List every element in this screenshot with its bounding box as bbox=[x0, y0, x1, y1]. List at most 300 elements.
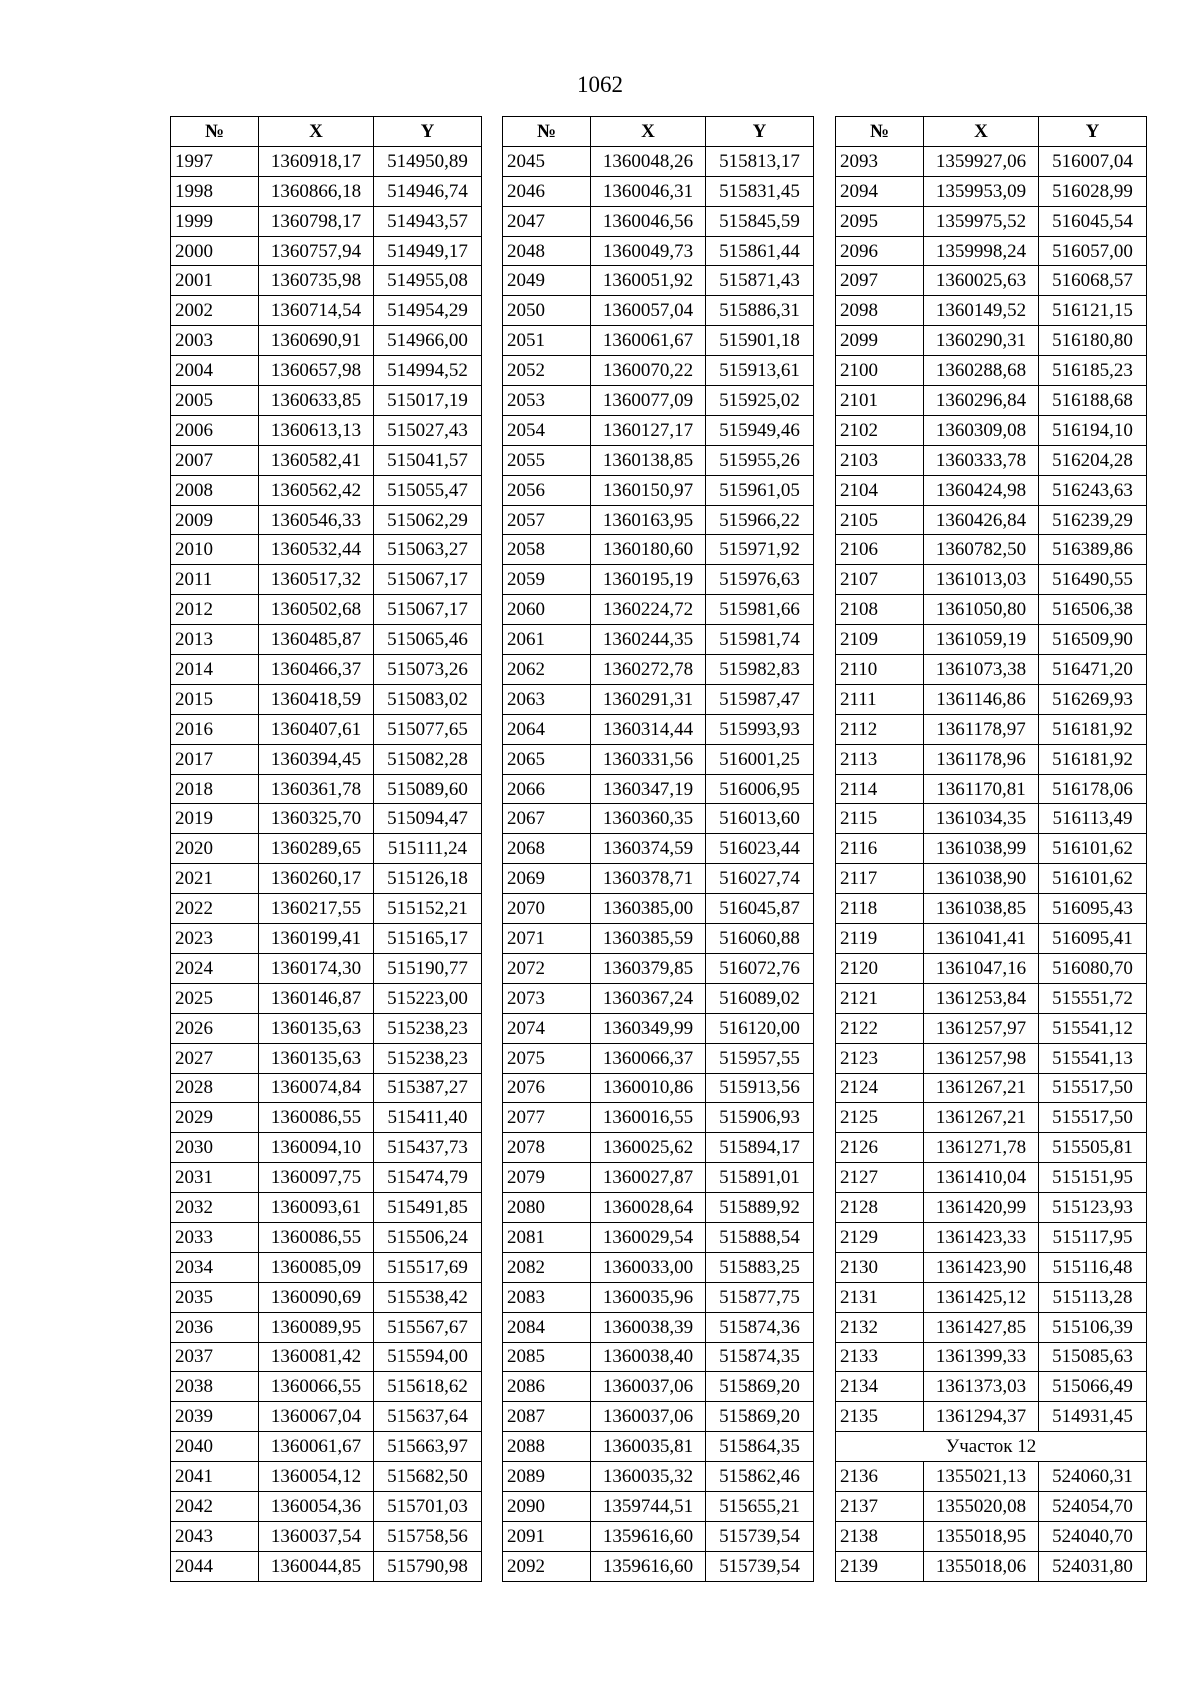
y-coordinate: 515906,93 bbox=[706, 1103, 814, 1133]
x-coordinate: 1360394,45 bbox=[259, 744, 374, 774]
table-row bbox=[836, 953, 1147, 983]
table-row bbox=[171, 535, 482, 565]
x-coordinate: 1361253,84 bbox=[924, 983, 1039, 1013]
x-coordinate: 1359616,60 bbox=[591, 1551, 706, 1581]
y-coordinate: 514950,89 bbox=[374, 146, 482, 176]
point-number: 2001 bbox=[171, 266, 259, 296]
y-coordinate: 516471,20 bbox=[1039, 655, 1147, 685]
table-row bbox=[503, 1312, 814, 1342]
x-coordinate: 1361425,12 bbox=[924, 1282, 1039, 1312]
point-number: 2104 bbox=[836, 475, 924, 505]
x-coordinate: 1360028,64 bbox=[591, 1193, 706, 1223]
x-coordinate: 1360090,69 bbox=[259, 1282, 374, 1312]
point-number: 2060 bbox=[503, 595, 591, 625]
point-number: 2122 bbox=[836, 1013, 924, 1043]
y-coordinate: 515151,95 bbox=[1039, 1163, 1147, 1193]
table-row bbox=[503, 1103, 814, 1133]
y-coordinate: 514949,17 bbox=[374, 236, 482, 266]
y-coordinate: 515987,47 bbox=[706, 684, 814, 714]
table-row bbox=[171, 1551, 482, 1581]
y-coordinate: 515871,43 bbox=[706, 266, 814, 296]
point-number: 2008 bbox=[171, 475, 259, 505]
x-coordinate: 1359744,51 bbox=[591, 1491, 706, 1521]
x-coordinate: 1360010,86 bbox=[591, 1073, 706, 1103]
point-number: 2124 bbox=[836, 1073, 924, 1103]
table-row bbox=[171, 1402, 482, 1432]
x-coordinate: 1360517,32 bbox=[259, 565, 374, 595]
point-number: 2139 bbox=[836, 1551, 924, 1581]
y-coordinate: 516490,55 bbox=[1039, 565, 1147, 595]
x-coordinate: 1360051,92 bbox=[591, 266, 706, 296]
y-coordinate: 515123,93 bbox=[1039, 1193, 1147, 1223]
point-number: 2006 bbox=[171, 415, 259, 445]
x-coordinate: 1360037,06 bbox=[591, 1372, 706, 1402]
x-coordinate: 1360735,98 bbox=[259, 266, 374, 296]
y-coordinate: 515739,54 bbox=[706, 1521, 814, 1551]
y-coordinate: 514946,74 bbox=[374, 176, 482, 206]
x-coordinate: 1360054,12 bbox=[259, 1462, 374, 1492]
point-number: 2129 bbox=[836, 1222, 924, 1252]
y-coordinate: 516089,02 bbox=[706, 983, 814, 1013]
x-coordinate: 1360407,61 bbox=[259, 714, 374, 744]
point-number: 2116 bbox=[836, 834, 924, 864]
point-number: 2030 bbox=[171, 1133, 259, 1163]
point-number: 2131 bbox=[836, 1282, 924, 1312]
y-coordinate: 515387,27 bbox=[374, 1073, 482, 1103]
x-coordinate: 1361178,97 bbox=[924, 714, 1039, 744]
y-coordinate: 516072,76 bbox=[706, 953, 814, 983]
x-coordinate: 1360244,35 bbox=[591, 625, 706, 655]
y-coordinate: 515116,48 bbox=[1039, 1252, 1147, 1282]
point-number: 2097 bbox=[836, 266, 924, 296]
y-coordinate: 515152,21 bbox=[374, 894, 482, 924]
table-row bbox=[171, 684, 482, 714]
table-row bbox=[836, 1402, 1147, 1432]
x-coordinate: 1360757,94 bbox=[259, 236, 374, 266]
x-coordinate: 1361050,80 bbox=[924, 595, 1039, 625]
table-row bbox=[171, 146, 482, 176]
table-row bbox=[503, 953, 814, 983]
table-row bbox=[503, 1521, 814, 1551]
point-number: 2034 bbox=[171, 1252, 259, 1282]
y-coordinate: 515966,22 bbox=[706, 505, 814, 535]
header-y: Y bbox=[374, 117, 482, 147]
y-coordinate: 514966,00 bbox=[374, 326, 482, 356]
point-number: 2023 bbox=[171, 924, 259, 954]
y-coordinate: 515971,92 bbox=[706, 535, 814, 565]
point-number: 2117 bbox=[836, 864, 924, 894]
header-y: Y bbox=[1039, 117, 1147, 147]
table-row bbox=[836, 535, 1147, 565]
point-number: 2026 bbox=[171, 1013, 259, 1043]
x-coordinate: 1361013,03 bbox=[924, 565, 1039, 595]
y-coordinate: 515066,49 bbox=[1039, 1372, 1147, 1402]
point-number: 2032 bbox=[171, 1193, 259, 1223]
table-row bbox=[503, 475, 814, 505]
point-number: 2002 bbox=[171, 296, 259, 326]
point-number: 2051 bbox=[503, 326, 591, 356]
y-coordinate: 515085,63 bbox=[1039, 1342, 1147, 1372]
point-number: 2039 bbox=[171, 1402, 259, 1432]
point-number: 2048 bbox=[503, 236, 591, 266]
section-row bbox=[836, 1432, 1147, 1462]
table-row bbox=[503, 625, 814, 655]
y-coordinate: 516204,28 bbox=[1039, 445, 1147, 475]
y-coordinate: 515027,43 bbox=[374, 415, 482, 445]
header-y: Y bbox=[706, 117, 814, 147]
y-coordinate: 515506,24 bbox=[374, 1222, 482, 1252]
point-number: 2005 bbox=[171, 386, 259, 416]
x-coordinate: 1361420,99 bbox=[924, 1193, 1039, 1223]
y-coordinate: 515861,44 bbox=[706, 236, 814, 266]
y-coordinate: 516509,90 bbox=[1039, 625, 1147, 655]
y-coordinate: 515655,21 bbox=[706, 1491, 814, 1521]
y-coordinate: 515913,61 bbox=[706, 356, 814, 386]
table-row bbox=[503, 146, 814, 176]
x-coordinate: 1360866,18 bbox=[259, 176, 374, 206]
x-coordinate: 1360135,63 bbox=[259, 1013, 374, 1043]
y-coordinate: 516185,23 bbox=[1039, 356, 1147, 386]
y-coordinate: 516506,38 bbox=[1039, 595, 1147, 625]
table-row bbox=[836, 1013, 1147, 1043]
y-coordinate: 515411,40 bbox=[374, 1103, 482, 1133]
table-row bbox=[171, 1133, 482, 1163]
y-coordinate: 516007,04 bbox=[1039, 146, 1147, 176]
y-coordinate: 515190,77 bbox=[374, 953, 482, 983]
point-number: 2063 bbox=[503, 684, 591, 714]
table-row bbox=[836, 595, 1147, 625]
y-coordinate: 516095,43 bbox=[1039, 894, 1147, 924]
y-coordinate: 515505,81 bbox=[1039, 1133, 1147, 1163]
point-number: 1997 bbox=[171, 146, 259, 176]
y-coordinate: 515961,05 bbox=[706, 475, 814, 505]
x-coordinate: 1360070,22 bbox=[591, 356, 706, 386]
x-coordinate: 1361257,97 bbox=[924, 1013, 1039, 1043]
point-number: 2130 bbox=[836, 1252, 924, 1282]
y-coordinate: 515062,29 bbox=[374, 505, 482, 535]
x-coordinate: 1360150,97 bbox=[591, 475, 706, 505]
y-coordinate: 515981,66 bbox=[706, 595, 814, 625]
y-coordinate: 516389,86 bbox=[1039, 535, 1147, 565]
point-number: 2094 bbox=[836, 176, 924, 206]
table-row bbox=[171, 1043, 482, 1073]
x-coordinate: 1360061,67 bbox=[259, 1432, 374, 1462]
x-coordinate: 1361271,78 bbox=[924, 1133, 1039, 1163]
table-row bbox=[171, 655, 482, 685]
table-row bbox=[503, 1462, 814, 1492]
table-row bbox=[503, 864, 814, 894]
point-number: 2070 bbox=[503, 894, 591, 924]
table-row bbox=[171, 475, 482, 505]
y-coordinate: 515913,56 bbox=[706, 1073, 814, 1103]
x-coordinate: 1360057,04 bbox=[591, 296, 706, 326]
table-row bbox=[836, 834, 1147, 864]
y-coordinate: 515637,64 bbox=[374, 1402, 482, 1432]
table-row bbox=[171, 356, 482, 386]
x-coordinate: 1360066,55 bbox=[259, 1372, 374, 1402]
point-number: 2121 bbox=[836, 983, 924, 1013]
y-coordinate: 515065,46 bbox=[374, 625, 482, 655]
x-coordinate: 1360027,87 bbox=[591, 1163, 706, 1193]
x-coordinate: 1360054,36 bbox=[259, 1491, 374, 1521]
y-coordinate: 515517,50 bbox=[1039, 1103, 1147, 1133]
x-coordinate: 1360426,84 bbox=[924, 505, 1039, 535]
table-row bbox=[836, 296, 1147, 326]
point-number: 2107 bbox=[836, 565, 924, 595]
table-row bbox=[503, 804, 814, 834]
y-coordinate: 515126,18 bbox=[374, 864, 482, 894]
table-row bbox=[171, 1372, 482, 1402]
y-coordinate: 516188,68 bbox=[1039, 386, 1147, 416]
x-coordinate: 1360025,63 bbox=[924, 266, 1039, 296]
table-row bbox=[836, 1491, 1147, 1521]
table-row bbox=[836, 1133, 1147, 1163]
y-coordinate: 515864,35 bbox=[706, 1432, 814, 1462]
point-number: 2017 bbox=[171, 744, 259, 774]
table-row bbox=[503, 595, 814, 625]
table-row bbox=[503, 266, 814, 296]
x-coordinate: 1360146,87 bbox=[259, 983, 374, 1013]
x-coordinate: 1360385,00 bbox=[591, 894, 706, 924]
point-number: 2083 bbox=[503, 1282, 591, 1312]
point-number: 2018 bbox=[171, 774, 259, 804]
point-number: 2114 bbox=[836, 774, 924, 804]
point-number: 2135 bbox=[836, 1402, 924, 1432]
x-coordinate: 1360016,55 bbox=[591, 1103, 706, 1133]
x-coordinate: 1360378,71 bbox=[591, 864, 706, 894]
point-number: 2041 bbox=[171, 1462, 259, 1492]
x-coordinate: 1361146,86 bbox=[924, 684, 1039, 714]
table-row bbox=[503, 236, 814, 266]
y-coordinate: 516027,74 bbox=[706, 864, 814, 894]
x-coordinate: 1361427,85 bbox=[924, 1312, 1039, 1342]
point-number: 2027 bbox=[171, 1043, 259, 1073]
table-row bbox=[503, 1252, 814, 1282]
point-number: 2043 bbox=[171, 1521, 259, 1551]
table-row bbox=[171, 1073, 482, 1103]
point-number: 2106 bbox=[836, 535, 924, 565]
table-row bbox=[836, 864, 1147, 894]
point-number: 2113 bbox=[836, 744, 924, 774]
table-row bbox=[171, 953, 482, 983]
table-row bbox=[171, 1491, 482, 1521]
table-row bbox=[836, 565, 1147, 595]
table-row bbox=[503, 326, 814, 356]
y-coordinate: 515993,93 bbox=[706, 714, 814, 744]
y-coordinate: 515238,23 bbox=[374, 1013, 482, 1043]
y-coordinate: 515541,12 bbox=[1039, 1013, 1147, 1043]
x-coordinate: 1360180,60 bbox=[591, 535, 706, 565]
table-row bbox=[171, 445, 482, 475]
point-number: 2036 bbox=[171, 1312, 259, 1342]
point-number: 2065 bbox=[503, 744, 591, 774]
y-coordinate: 514994,52 bbox=[374, 356, 482, 386]
table-row bbox=[503, 894, 814, 924]
point-number: 2053 bbox=[503, 386, 591, 416]
x-coordinate: 1360260,17 bbox=[259, 864, 374, 894]
point-number: 2047 bbox=[503, 206, 591, 236]
table-row bbox=[836, 1462, 1147, 1492]
x-coordinate: 1361073,38 bbox=[924, 655, 1039, 685]
x-coordinate: 1360066,37 bbox=[591, 1043, 706, 1073]
y-coordinate: 516080,70 bbox=[1039, 953, 1147, 983]
x-coordinate: 1360135,63 bbox=[259, 1043, 374, 1073]
table-row bbox=[171, 1013, 482, 1043]
point-number: 2125 bbox=[836, 1103, 924, 1133]
table-row bbox=[836, 1193, 1147, 1223]
y-coordinate: 515949,46 bbox=[706, 415, 814, 445]
point-number: 2058 bbox=[503, 535, 591, 565]
point-number: 2087 bbox=[503, 1402, 591, 1432]
x-coordinate: 1360347,19 bbox=[591, 774, 706, 804]
point-number: 2020 bbox=[171, 834, 259, 864]
x-coordinate: 1360288,68 bbox=[924, 356, 1039, 386]
table-row bbox=[171, 744, 482, 774]
y-coordinate: 515901,18 bbox=[706, 326, 814, 356]
table-row bbox=[503, 924, 814, 954]
table-row bbox=[503, 834, 814, 864]
x-coordinate: 1360374,59 bbox=[591, 834, 706, 864]
point-number: 2076 bbox=[503, 1073, 591, 1103]
table-row bbox=[171, 1282, 482, 1312]
x-coordinate: 1360367,24 bbox=[591, 983, 706, 1013]
point-number: 2035 bbox=[171, 1282, 259, 1312]
x-coordinate: 1355020,08 bbox=[924, 1491, 1039, 1521]
table-row bbox=[836, 1551, 1147, 1581]
table-row bbox=[836, 1222, 1147, 1252]
table-row bbox=[836, 386, 1147, 416]
x-coordinate: 1360033,00 bbox=[591, 1252, 706, 1282]
y-coordinate: 515618,62 bbox=[374, 1372, 482, 1402]
x-coordinate: 1360418,59 bbox=[259, 684, 374, 714]
point-number: 2068 bbox=[503, 834, 591, 864]
x-coordinate: 1360361,78 bbox=[259, 774, 374, 804]
y-coordinate: 515862,46 bbox=[706, 1462, 814, 1492]
y-coordinate: 516068,57 bbox=[1039, 266, 1147, 296]
point-number: 2022 bbox=[171, 894, 259, 924]
table-row bbox=[836, 894, 1147, 924]
table-row bbox=[503, 415, 814, 445]
table-row bbox=[836, 924, 1147, 954]
point-number: 2028 bbox=[171, 1073, 259, 1103]
x-coordinate: 1361399,33 bbox=[924, 1342, 1039, 1372]
table-row bbox=[836, 326, 1147, 356]
x-coordinate: 1360097,75 bbox=[259, 1163, 374, 1193]
y-coordinate: 516095,41 bbox=[1039, 924, 1147, 954]
point-number: 2112 bbox=[836, 714, 924, 744]
point-number: 2057 bbox=[503, 505, 591, 535]
point-number: 2045 bbox=[503, 146, 591, 176]
point-number: 2136 bbox=[836, 1462, 924, 1492]
y-coordinate: 515888,54 bbox=[706, 1222, 814, 1252]
x-coordinate: 1355018,06 bbox=[924, 1551, 1039, 1581]
y-coordinate: 516045,87 bbox=[706, 894, 814, 924]
y-coordinate: 515874,36 bbox=[706, 1312, 814, 1342]
y-coordinate: 515017,19 bbox=[374, 386, 482, 416]
y-coordinate: 515925,02 bbox=[706, 386, 814, 416]
y-coordinate: 516181,92 bbox=[1039, 744, 1147, 774]
page-number: 1062 bbox=[577, 72, 623, 97]
point-number: 2044 bbox=[171, 1551, 259, 1581]
section-title: Участок 12 bbox=[836, 1432, 1147, 1462]
point-number: 2073 bbox=[503, 983, 591, 1013]
y-coordinate: 516243,63 bbox=[1039, 475, 1147, 505]
y-coordinate: 515041,57 bbox=[374, 445, 482, 475]
x-coordinate: 1360086,55 bbox=[259, 1103, 374, 1133]
point-number: 2012 bbox=[171, 595, 259, 625]
x-coordinate: 1360502,68 bbox=[259, 595, 374, 625]
y-coordinate: 515474,79 bbox=[374, 1163, 482, 1193]
point-number: 2075 bbox=[503, 1043, 591, 1073]
table-row bbox=[171, 834, 482, 864]
point-number: 2099 bbox=[836, 326, 924, 356]
table-row bbox=[171, 266, 482, 296]
table-row bbox=[836, 176, 1147, 206]
point-number: 2110 bbox=[836, 655, 924, 685]
table-row bbox=[503, 356, 814, 386]
point-number: 2118 bbox=[836, 894, 924, 924]
table-row bbox=[836, 475, 1147, 505]
x-coordinate: 1360163,95 bbox=[591, 505, 706, 535]
table-row bbox=[836, 266, 1147, 296]
x-coordinate: 1360690,91 bbox=[259, 326, 374, 356]
point-number: 2088 bbox=[503, 1432, 591, 1462]
point-number: 2015 bbox=[171, 684, 259, 714]
y-coordinate: 516006,95 bbox=[706, 774, 814, 804]
table-row bbox=[503, 1342, 814, 1372]
point-number: 2134 bbox=[836, 1372, 924, 1402]
y-coordinate: 515982,83 bbox=[706, 655, 814, 685]
point-number: 2009 bbox=[171, 505, 259, 535]
point-number: 2071 bbox=[503, 924, 591, 954]
point-number: 2016 bbox=[171, 714, 259, 744]
x-coordinate: 1360174,30 bbox=[259, 953, 374, 983]
header-number: № bbox=[836, 117, 924, 147]
point-number: 2100 bbox=[836, 356, 924, 386]
table-row bbox=[171, 1252, 482, 1282]
x-coordinate: 1361267,21 bbox=[924, 1103, 1039, 1133]
table-row bbox=[836, 1103, 1147, 1133]
table-row bbox=[171, 595, 482, 625]
x-coordinate: 1360296,84 bbox=[924, 386, 1039, 416]
point-number: 2042 bbox=[171, 1491, 259, 1521]
y-coordinate: 515889,92 bbox=[706, 1193, 814, 1223]
x-coordinate: 1360138,85 bbox=[591, 445, 706, 475]
table-row bbox=[503, 1222, 814, 1252]
y-coordinate: 515089,60 bbox=[374, 774, 482, 804]
table-row bbox=[836, 1043, 1147, 1073]
x-coordinate: 1360035,32 bbox=[591, 1462, 706, 1492]
point-number: 2031 bbox=[171, 1163, 259, 1193]
point-number: 2082 bbox=[503, 1252, 591, 1282]
table-row bbox=[836, 505, 1147, 535]
point-number: 2021 bbox=[171, 864, 259, 894]
y-coordinate: 515094,47 bbox=[374, 804, 482, 834]
x-coordinate: 1360532,44 bbox=[259, 535, 374, 565]
y-coordinate: 524040,70 bbox=[1039, 1521, 1147, 1551]
x-coordinate: 1360025,62 bbox=[591, 1133, 706, 1163]
table-row bbox=[503, 1163, 814, 1193]
table-row bbox=[836, 445, 1147, 475]
point-number: 2077 bbox=[503, 1103, 591, 1133]
point-number: 2111 bbox=[836, 684, 924, 714]
table-row bbox=[836, 1372, 1147, 1402]
x-coordinate: 1360798,17 bbox=[259, 206, 374, 236]
y-coordinate: 516181,92 bbox=[1039, 714, 1147, 744]
y-coordinate: 515957,55 bbox=[706, 1043, 814, 1073]
y-coordinate: 515790,98 bbox=[374, 1551, 482, 1581]
table-row bbox=[171, 1222, 482, 1252]
